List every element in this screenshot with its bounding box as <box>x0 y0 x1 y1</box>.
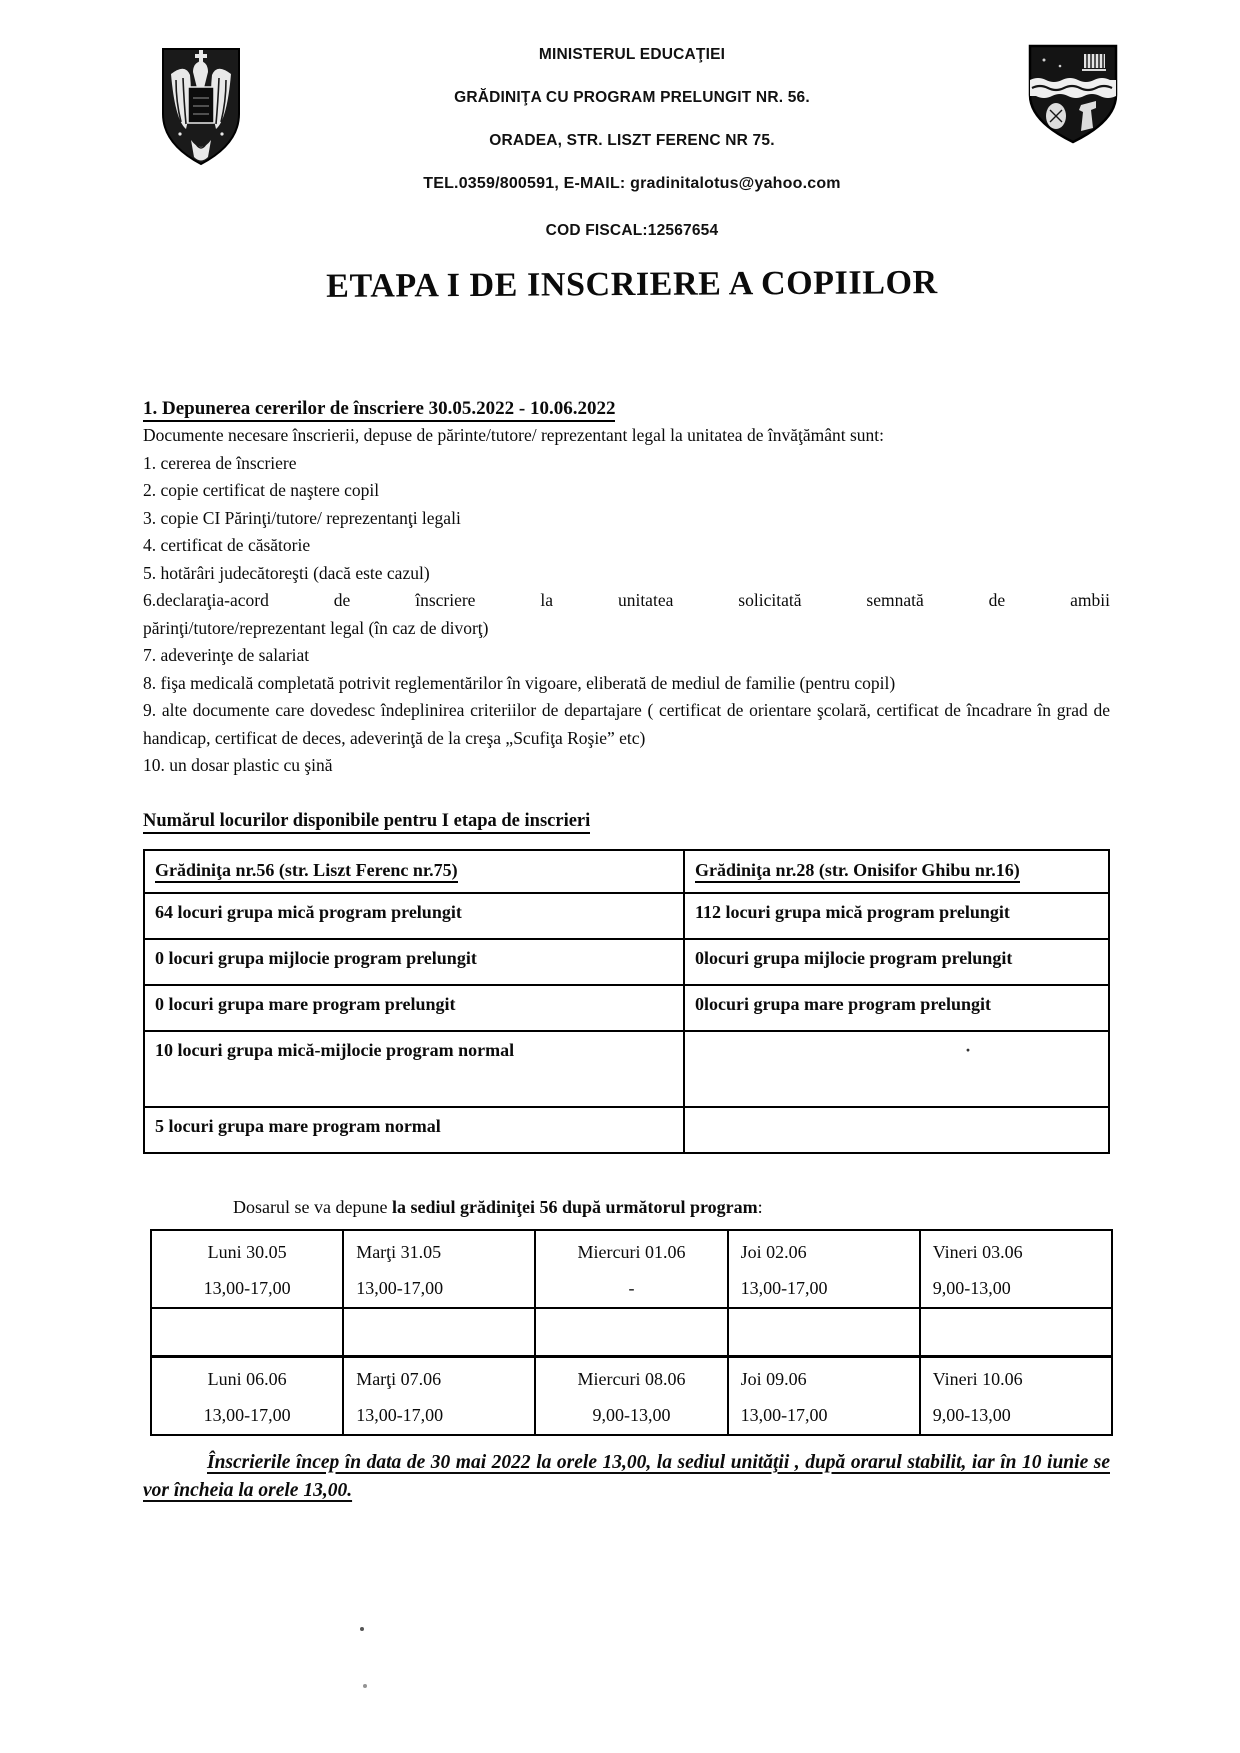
closing-note: Înscrierile încep în data de 30 mai 2022 la orele 13,00, la sediul unităţii , după orarul stabilit, iar în 10 iunie se vor încheia la orele 13,00. <box>143 1451 1110 1501</box>
places-table <box>143 849 1110 1154</box>
schedule-time: 13,00-17,00 <box>356 1277 444 1298</box>
list-item: 4. certificat de căsătorie <box>143 535 311 555</box>
list-item: 10. un dosar plastic cu şină <box>143 755 333 775</box>
places-cell: 112 locuri grupa mică program prelungit <box>684 893 1109 939</box>
places-cell: 0 locuri grupa mijlocie program prelungit <box>144 939 684 985</box>
list-item: 7. adeverinţe de salariat <box>143 645 310 665</box>
places-cell: 0 locuri grupa mare program prelungit <box>144 985 684 1031</box>
page-title: ETAPA I DE INSCRIERE A COPIILOR <box>326 264 938 305</box>
empty-cell <box>535 1308 727 1357</box>
places-cell: · <box>684 1031 1109 1107</box>
schedule-time: 13,00-17,00 <box>203 1277 291 1298</box>
schedule-cell <box>728 1230 920 1308</box>
coat-of-arms-right-icon <box>1026 42 1120 146</box>
places-cell: 5 locuri grupa mare program normal <box>144 1107 684 1153</box>
schedule-day: Vineri 10.06 <box>932 1368 1023 1389</box>
schedule-day: Marţi 07.06 <box>356 1368 442 1389</box>
school-name: GRĂDINIŢA CU PROGRAM PRELUNGIT NR. 56. <box>454 89 810 106</box>
table-row <box>144 1031 1109 1107</box>
places-header-row <box>144 850 1109 893</box>
schedule-intro-bold: la sediul grădiniţei 56 după următorul program <box>391 1196 758 1217</box>
schedule-week1-row <box>151 1230 1112 1308</box>
section-places-heading-text: Numărul locurilor disponibile pentru I etapa de inscrieri <box>143 811 590 834</box>
section-documents-heading-text: 1. Depunerea cererilor de înscriere 30.05.2022 - 10.06.2022 <box>143 398 615 422</box>
table-row <box>144 939 1109 985</box>
schedule-intro-colon: : <box>757 1196 763 1217</box>
places-cell: 64 locuri grupa mică program prelungit <box>144 893 684 939</box>
list-item: 8. fişa medicală completată potrivit reglementărilor în vigoare, eliberată de mediul de familie (pentru copil) <box>143 672 896 693</box>
table-row <box>144 893 1109 939</box>
schedule-empty-row <box>151 1308 1112 1357</box>
schedule-time: - <box>628 1277 635 1298</box>
empty-cell <box>920 1308 1112 1357</box>
documents-list <box>143 422 1110 780</box>
places-header-text: Grădiniţa nr.56 (str. Liszt Ferenc nr.75) <box>155 860 458 883</box>
empty-cell <box>151 1308 343 1357</box>
empty-cell <box>728 1308 920 1357</box>
schedule-time: 13,00-17,00 <box>356 1404 444 1425</box>
table-row <box>144 985 1109 1031</box>
schedule-day: Miercuri 08.06 <box>577 1368 686 1389</box>
schedule-time: 13,00-17,00 <box>203 1404 291 1425</box>
places-cell <box>684 1107 1109 1153</box>
list-item: 9. alte documente care dovedesc îndeplinirea criteriilor de departajare ( certificat de orientare şcolară, certificat de încadrare în grad de handicap, certificat de deces, adeverinţă de la creşa „Scufiţa Roşie” etc) <box>143 700 1110 748</box>
places-cell: 0locuri grupa mare program prelungit <box>684 985 1109 1031</box>
section-documents-heading <box>143 395 1110 422</box>
schedule-table <box>150 1229 1113 1436</box>
schedule-intro-plain: Dosarul se va depune <box>233 1196 392 1217</box>
fiscal-code: COD FISCAL:12567654 <box>545 222 719 239</box>
document-body <box>143 395 1110 1505</box>
schedule-week2-row <box>151 1356 1112 1435</box>
scan-speck <box>363 1684 367 1688</box>
list-item: 5. hotărâri judecătoreşti (dacă este cazul) <box>143 562 430 583</box>
ministry-name: MINISTERUL EDUCAŢIEI <box>538 46 726 63</box>
schedule-day: Joi 09.06 <box>740 1368 807 1389</box>
schedule-cell <box>920 1230 1112 1308</box>
school-contact: TEL.0359/800591, E-MAIL: gradinitalotus@yahoo.com <box>423 175 841 192</box>
documents-intro: Documente necesare înscrierii, depuse de părinte/tutore/ reprezentant legal la unitatea de învăţământ sunt: <box>143 425 884 445</box>
schedule-time: 9,00-13,00 <box>592 1404 671 1425</box>
schedule-cell <box>728 1356 920 1435</box>
coat-of-arms-left-icon <box>160 46 242 167</box>
schedule-cell <box>343 1230 535 1308</box>
schedule-intro <box>143 1194 1110 1220</box>
places-header-cell <box>144 850 684 893</box>
schedule-day: Luni 06.06 <box>207 1368 287 1389</box>
list-item: 1. cererea de înscriere <box>143 452 297 473</box>
schedule-cell <box>920 1356 1112 1435</box>
places-header-text: Grădiniţa nr.28 (str. Onisifor Ghibu nr.16) <box>695 860 1020 883</box>
school-address: ORADEA, STR. LISZT FERENC NR 75. <box>489 132 775 149</box>
schedule-day: Vineri 03.06 <box>932 1241 1023 1262</box>
schedule-time: 9,00-13,00 <box>932 1277 1011 1298</box>
schedule-day: Miercuri 01.06 <box>577 1241 686 1262</box>
scan-speck <box>360 1627 364 1631</box>
schedule-time: 9,00-13,00 <box>932 1404 1011 1425</box>
places-cell: 0locuri grupa mijlocie program prelungit <box>684 939 1109 985</box>
list-item: 2. copie certificat de naştere copil <box>143 480 380 500</box>
schedule-cell <box>151 1230 343 1308</box>
schedule-cell <box>535 1356 727 1435</box>
schedule-day: Joi 02.06 <box>740 1241 807 1262</box>
list-item: 3. copie CI Părinţi/tutore/ reprezentanţi legali <box>143 507 461 528</box>
section-places-heading <box>143 808 1110 835</box>
table-row <box>144 1107 1109 1153</box>
empty-cell <box>343 1308 535 1357</box>
schedule-cell <box>343 1356 535 1435</box>
places-header-cell <box>684 850 1109 893</box>
schedule-cell <box>535 1230 727 1308</box>
schedule-time: 13,00-17,00 <box>740 1404 828 1425</box>
schedule-cell <box>151 1356 343 1435</box>
list-item-continuation: părinţi/tutore/reprezentant legal (în caz de divorţ) <box>143 617 489 638</box>
schedule-time: 13,00-17,00 <box>740 1277 828 1298</box>
places-cell: 10 locuri grupa mică-mijlocie program normal <box>144 1031 684 1107</box>
list-item: 6.declaraţia-acord de înscriere la unitatea solicitată semnată de ambii <box>143 590 1110 610</box>
schedule-day: Luni 30.05 <box>207 1241 287 1262</box>
schedule-day: Marţi 31.05 <box>356 1241 442 1262</box>
